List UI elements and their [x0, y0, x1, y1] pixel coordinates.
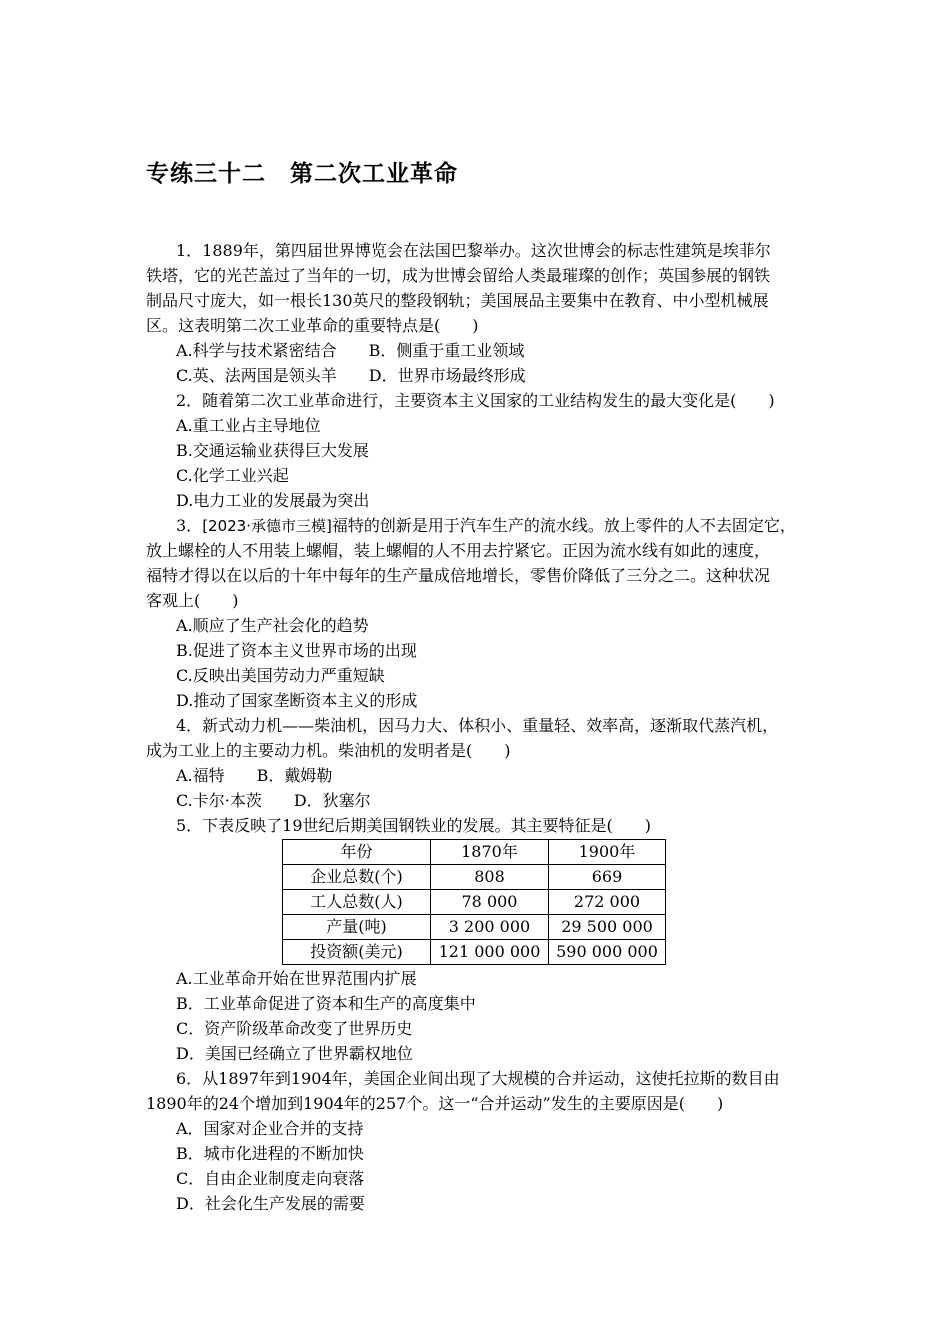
- table-row: [283, 940, 666, 965]
- answer-option: D．社会化生产发展的需要: [176, 1194, 365, 1213]
- answer-option: A.重工业占主导地位: [176, 416, 321, 435]
- question-1: [146, 238, 810, 388]
- answer-option: C.化学工业兴起: [176, 466, 289, 485]
- question-text: 福特的创新是用于汽车生产的流水线。放上零件的人不去固定它，: [331, 516, 796, 535]
- answer-option: C．自由企业制度走向衰落: [176, 1169, 365, 1188]
- answer-option-row: A.福特 B．戴姆勒: [176, 766, 333, 785]
- question-text-line: 1890年的24个增加到1904年的257个。这一“合并运动”发生的主要原因是( ): [146, 1094, 724, 1113]
- table-cell: 年份: [283, 840, 431, 865]
- answer-option: D．美国已经确立了世界霸权地位: [176, 1044, 413, 1063]
- answer-option: D.推动了国家垄断资本主义的形成: [176, 691, 418, 710]
- table-cell: 669: [549, 865, 666, 890]
- question-text-line: 4．新式动力机——柴油机，因马力大、体积小、重量轻、效率高，逐渐取代蒸汽机，: [176, 716, 779, 735]
- question-text-line: 铁塔，它的光芒盖过了当年的一切，成为世博会留给人类最璀璨的创作；英国参展的钢铁: [146, 266, 771, 285]
- answer-option: A．国家对企业合并的支持: [176, 1119, 364, 1138]
- question-text-line: 福特才得以在以后的十年中每年的生产量成倍地增长，零售价降低了三分之二。这种状况: [146, 566, 771, 585]
- answer-option: B.促进了资本主义世界市场的出现: [176, 641, 417, 660]
- table-cell: 808: [431, 865, 549, 890]
- question-text-line: 5．下表反映了19世纪后期美国钢铁业的发展。其主要特征是( ): [176, 816, 652, 835]
- answer-option-row: C.卡尔·本茨 D．狄塞尔: [176, 791, 371, 810]
- table-header-row: [283, 840, 666, 865]
- question-text-line: 6．从1897年到1904年，美国企业间出现了大规模的合并运动，这使托拉斯的数目由: [176, 1069, 780, 1088]
- question-list: [146, 238, 810, 1216]
- table-row: [283, 890, 666, 915]
- table-cell: 78 000: [431, 890, 549, 915]
- table-cell: 投资额(美元): [283, 940, 431, 965]
- answer-option-row: A.科学与技术紧密结合 B．侧重于重工业领域: [176, 341, 525, 360]
- question-3: [146, 513, 810, 713]
- question-text-line: [146, 513, 810, 538]
- question-text-line: 2．随着第二次工业革命进行，主要资本主义国家的工业结构发生的最大变化是( ): [176, 391, 775, 410]
- question-5: [146, 813, 810, 1066]
- table-row: [283, 915, 666, 940]
- question-text-line: 成为工业上的主要动力机。柴油机的发明者是( ): [146, 741, 511, 760]
- table-cell: 590 000 000: [549, 940, 666, 965]
- source-tag: [2023·承德市三模]: [202, 517, 332, 535]
- question-6: [146, 1066, 810, 1216]
- question-text-line: 1．1889年，第四届世界博览会在法国巴黎举办。这次世博会的标志性建筑是埃菲尔: [176, 241, 771, 260]
- answer-option: C．资产阶级革命改变了世界历史: [176, 1019, 413, 1038]
- question-text-line: 放上螺栓的人不用装上螺帽，装上螺帽的人不用去拧紧它。正因为流水线有如此的速度，: [146, 541, 771, 560]
- question-4: [146, 713, 810, 813]
- question-number: 3．: [176, 516, 203, 535]
- page-title: 专练三十二 第二次工业革命: [146, 161, 458, 187]
- table-cell: 272 000: [549, 890, 666, 915]
- table-cell: 工人总数(人): [283, 890, 431, 915]
- answer-option: B．城市化进程的不断加快: [176, 1144, 364, 1163]
- answer-option: B.交通运输业获得巨大发展: [176, 441, 369, 460]
- table-row: [283, 865, 666, 890]
- table-cell: 121 000 000: [431, 940, 549, 965]
- table-cell: 产量(吨): [283, 915, 431, 940]
- table-cell: 29 500 000: [549, 915, 666, 940]
- question-text-line: 区。这表明第二次工业革命的重要特点是( ): [146, 316, 479, 335]
- answer-option: A.顺应了生产社会化的趋势: [176, 616, 369, 635]
- answer-option: D.电力工业的发展最为突出: [176, 491, 370, 510]
- table-cell: 企业总数(个): [283, 865, 431, 890]
- question-text-line: 制品尺寸庞大，如一根长130英尺的整段钢轨；美国展品主要集中在教育、中小型机械展: [146, 291, 769, 310]
- steel-industry-table: [282, 839, 666, 965]
- question-2: [146, 388, 810, 513]
- table-cell: 3 200 000: [431, 915, 549, 940]
- answer-option: A.工业革命开始在世界范围内扩展: [176, 969, 417, 988]
- table-cell: 1900年: [549, 840, 666, 865]
- table-cell: 1870年: [431, 840, 549, 865]
- answer-option: C.反映出美国劳动力严重短缺: [176, 666, 385, 685]
- question-text-line: 客观上( ): [146, 591, 239, 610]
- answer-option-row: C.英、法两国是领头羊 D．世界市场最终形成: [176, 366, 526, 385]
- answer-option: B．工业革命促进了资本和生产的高度集中: [176, 994, 476, 1013]
